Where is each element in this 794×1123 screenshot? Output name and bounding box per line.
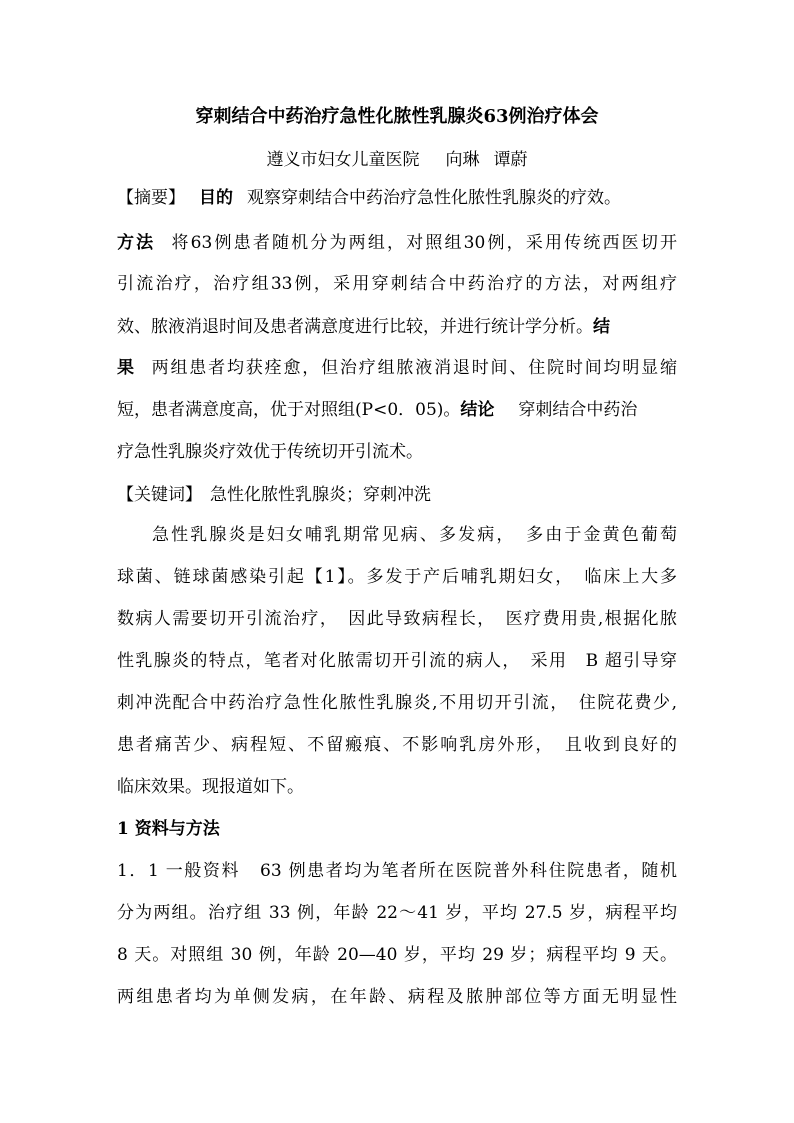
keywords-line [117,483,677,507]
paragraph-text: 63 例患者均为笔者所在医院普外科住院患者，随机 [260,861,677,881]
abstract-line [117,315,677,339]
paragraph-line: 临床效果。现报道如下。 [117,777,304,797]
paragraph-line: 性乳腺炎的特点，笔者对化脓需切开引流的病人， 采用 B 超引导穿 [117,651,677,671]
abstract-text: 短，患者满意度高，优于对照组(P<0．05)。 [117,400,461,420]
abstract-line [117,356,677,380]
author-name: 向琳 [445,150,480,170]
keywords-text: 急性化脓性乳腺炎；穿刺冲洗 [210,485,431,505]
section-heading: 1 资料与方法 [117,819,220,839]
conclusion-label: 结论 [460,400,495,420]
abstract-line [117,398,677,422]
paragraph-line: 患者痛苦少、病程短、不留瘢痕、不影响乳房外形， 且收到良好的 [117,735,677,755]
paragraph-line: 两组患者均为单侧发病，在年龄、病程及脓肿部位等方面无明显性 [117,987,677,1007]
paragraph-line: 急性乳腺炎是妇女哺乳期常见病、多发病， 多由于金黄色葡萄 [152,525,677,545]
result-label: 果 [117,358,136,378]
paragraph-line: 数病人需要切开引流治疗， 因此导致病程长， 医疗费用贵,根据化脓 [117,609,677,629]
affiliation: 遵义市妇女儿童医院 [266,150,420,170]
abstract-text: 效、脓液消退时间及患者满意度进行比较，并进行统计学分析。 [117,317,593,337]
paragraph-line: 8 天。对照组 30 例，年龄 20—40 岁，平均 29 岁；病程平均 9 天。 [117,945,677,965]
author-name: 谭蔚 [493,150,528,170]
abstract-text: 两组患者均获痊愈，但治疗组脓液消退时间、住院时间均明显缩 [149,358,677,378]
paragraph-line [117,859,677,883]
paragraph-line: 分为两组。治疗组 33 例，年龄 22～41 岁，平均 27.5 岁，病程平均 [117,903,677,923]
abstract-text: 观察穿刺结合中药治疗急性化脓性乳腺炎的疗效。 [247,188,621,208]
paragraph-line: 刺冲洗配合中药治疗急性化脓性乳腺炎,不用切开引流， 住院花费少, [117,693,677,713]
abstract-label: 【摘要】 [117,188,185,208]
paragraph-line: 球菌、链球菌感染引起【1】。多发于产后哺乳期妇女， 临床上大多 [117,567,677,587]
keywords-label: 【关键词】 [117,485,202,505]
result-label: 结 [593,317,610,337]
abstract-line [117,231,677,255]
document-title: 穿刺结合中药治疗急性化脓性乳腺炎63例治疗体会 [195,106,599,127]
author-line [0,148,794,172]
abstract-line [117,186,677,210]
objective-label: 目的 [199,188,233,208]
abstract-text: 穿刺结合中药治 [518,400,638,420]
abstract-line: 引流治疗，治疗组33例，采用穿刺结合中药治疗的方法，对两组疗 [117,274,677,294]
subsection-label: 1．1 一般资料 [117,861,241,881]
method-label: 方法 [117,233,156,253]
abstract-line: 疗急性乳腺炎疗效优于传统切开引流术。 [117,442,423,462]
abstract-text: 将63例患者随机分为两组，对照组30例，采用传统西医切开 [169,233,677,253]
